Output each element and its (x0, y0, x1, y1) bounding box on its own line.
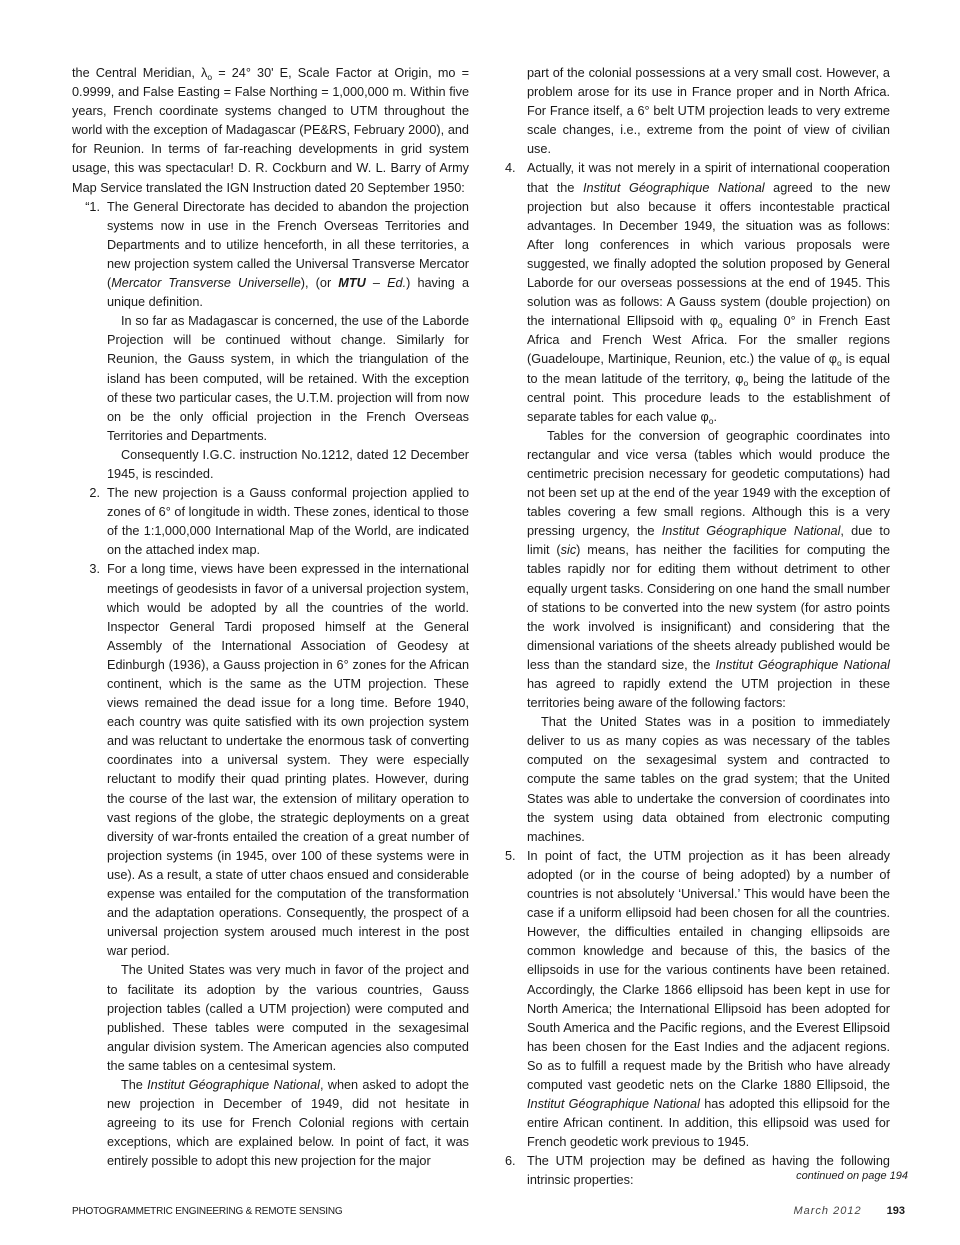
item-4-text: Actually, it was not merely in a spirit of international cooperation that the Institut Géographique National agreed to the new projection but also because it offers incontestable practical advantages. In December 1949, the situation was as follows: After long conferences in which various proposals were suggested, we finally adopted the solution proposed by General Laborde for our overseas possessions at the end of 1945. This solution was as follows: A Gauss system (double projection) on the international Ellipsoid with $\varphi_o$ equaling 0° in French East Africa and French West Africa. For the smaller regions (Guadeloupe, Martinique, Reunion, etc.) the value of $\varphi_o$ is equal to the mean latitude of the territory, $\varphi_o$ being the latitude of the central point. This procedure leads to the establishment of separate tables for each value $\varphi_o$. (527, 161, 891, 426)
list-item-5 (505, 847, 890, 1153)
footer-issue (793, 1205, 905, 1217)
item-3-text: For a long time, views have been expressed in the international meetings of geodesists in favor of a universal projection system, which would be adopted by all the countries of the world. Inspector General Tardi proposed himself at the General Assembly of the International Association of Geodesy at Edinburgh (1936), a Gauss projection in 6° zones for the African continent, which is the same as the UTM projection. These views remained the dead issue for a long time. Before 1940, each country was quite satisfied with its own projection system and was reluctant to undertake the enormous task of converting coordinates into a universal system. They were especially reluctant to modify their quad printing plates. However, during the course of the last war, the extension of military operation to vast regions of the globe, the strategic deployments on a great diversity of war-fronts entailed the creation of a great number of projection systems (in 1945, over 100 of these systems were in use). As a result, a state of utter chaos ensued and considerable expense was entailed for the computation of the transformation and the adaptation operations. Consequently, the prospect of a universal projection system aroused much interest in the post war period. (107, 562, 469, 959)
page-number: 193 (886, 1205, 905, 1217)
item-5-text: In point of fact, the UTM projection as it has been already adopted (or in the course of being adopted) by a number of countries is not absolutely ‘Universal.’ This would have been the case if a uniform ellipsoid had been chosen for all the countries. However, the difficulties entailed in changing ellipsoids are common knowledge and because of this, the basics of the ellipsoids in use for the various continents have been retained. Accordingly, the Clarke 1866 ellipsoid has been kept in use for North America; the International Ellipsoid has been adopted for South America and the Pacific regions, and the Everest Ellipsoid has been chosen for the East Indies and the adjacent regions. So as to fulfill a request made by the British who have already computed vast geodetic nets on the Clarke 1880 Ellipsoid, the Institut Géographique National has adopted this ellipsoid for the entire African continent. In addition, this ellipsoid was used for French geodetic work previous to 1945. (527, 848, 890, 1150)
item-6-text: The UTM projection may be defined as having the following intrinsic properties: (527, 1154, 890, 1188)
list-item-1 (72, 198, 469, 313)
right-column (505, 64, 890, 1191)
continued-paragraph: part of the colonial possessions at a very small cost. However, a problem arose for its use in France proper and in North Africa. For France itself, a 6° belt UTM projection leads to very extreme scale changes, i.e., extreme from the point of view of civilian use. (527, 66, 890, 157)
left-column (72, 64, 469, 1171)
item-3-paragraph-3: The Institut Géographique National, when asked to adopt the new projection in December of 1949, did not hesitate in agreeing to its use for French Colonial regions with certain exceptions, which are explained below. In point of fact, it was entirely possible to adopt this new projection for the major (107, 1077, 469, 1169)
list-item-2 (72, 484, 469, 560)
item-1-paragraph-2: In so far as Madagascar is concerned, the use of the Laborde Projection will be continued without change. Similarly for Reunion, the Gauss system, in which the triangulation of the island has been computed, will be retained. With the exception of these two particular cases, the U.T.M. projection will from now on be the only official projection in the French Overseas Territories and Departments. (107, 314, 469, 443)
list-number: 6. (505, 1154, 516, 1169)
item-4-paragraph-3: That the United States was in a position to immediately deliver to us as many copies as was necessary of the tables computed on the sexagesimal system and contracted to compute the same tables on the grad system; that the United States was able to undertake the conversion of coordinates into the system using data obtained from electronic computing machines. (527, 715, 890, 844)
list-item-3 (72, 560, 469, 961)
item-1-paragraph-3: Consequently I.G.C. instruction No.1212, dated 12 December 1945, is rescinded. (107, 447, 469, 481)
item-1-text: The General Directorate has decided to abandon the projection systems now in use in the French Overseas Territories and Departments and to utilize henceforth, in all these territories, a new projection system called the Universal Transverse Mercator (Mercator Transverse Universelle), (or MTU – Ed.) having a unique definition. (107, 199, 470, 310)
list-number: “1. (85, 199, 100, 214)
list-number: 4. (505, 161, 516, 176)
journal-name: PHOTOGRAMMETRIC ENGINEERING & REMOTE SENSING (72, 1206, 343, 1217)
issue-month: March 2012 (793, 1205, 862, 1217)
list-number: 5. (505, 848, 516, 863)
continued-on-note: continued on page 194 (796, 1170, 908, 1182)
item-3-paragraph-2: The United States was very much in favor of the project and to facilitate its adoption by the various countries, Gauss projection tables (called a UTM projection) were computed and published. These tables were computed in the sexagesimal angular division system. The American agencies also computed the same tables on a centesimal system. (107, 963, 469, 1073)
list-number: 3. (89, 562, 100, 577)
item-2-text: The new projection is a Gauss conformal projection applied to zones of 6° of longitude in width. These zones, identical to those of the 1:1,000,000 International Map of the World, are indicated on the attached index map. (107, 486, 469, 558)
list-item-4 (505, 159, 890, 426)
item-4-paragraph-2: Tables for the conversion of geographic coordinates into rectangular and vice versa (tables which would produce the centimetric precision necessary for geodetic computations) had not been set up at the end of the year 1949 with the exception of tables covering a few small regions. Although this is a very pressing urgency, the Institut Géographique National, due to limit (sic) means, has neither the facilities for computing the tables rapidly nor for editing them without detriment to other equally urgent tasks. Considering on one hand the small number of stations to be converted into the new system (for astro points the work involved is insignificant) and considering that the dimensional variations of the sheets already published would be less than the standard size, the Institut Géographique National has agreed to rapidly extend the UTM projection in these territories being aware of the following factors: (527, 428, 890, 711)
intro-paragraph: the Central Meridian, $\lambda_o = 24^\circ$ 30' E, Scale Factor at Origin, mo = 0.9999, and False Easting = False Northing = 1,000,000 m. Within five years, French coordinate systems changed to UTM throughout the world with the exception of Madagascar (PE&RS, February 2000), and for Reunion. In terms of far-reaching developments in grid system usage, this was spectacular! D. R. Cockburn and W. L. Barry of Army Map Service translated the IGN Instruction dated 20 September 1950: (72, 66, 469, 195)
list-number: 2. (89, 486, 100, 501)
